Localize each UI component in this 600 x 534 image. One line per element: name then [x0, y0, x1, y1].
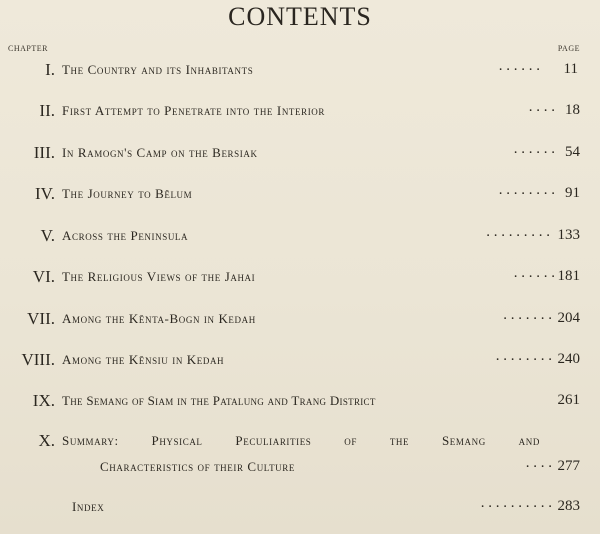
- toc-entry[interactable]: [0, 267, 600, 297]
- leader-dots: . . . . . . . . . .: [480, 495, 552, 511]
- chapter-number: X.: [38, 431, 55, 450]
- leader-dots: . . . . . .: [498, 58, 540, 74]
- toc-entry[interactable]: [0, 60, 600, 90]
- title-word: Physical: [151, 433, 203, 448]
- page-number: 18: [565, 102, 580, 118]
- leader-dots: . . . .: [525, 455, 552, 471]
- page-number: 54: [565, 144, 580, 160]
- toc-entry[interactable]: [0, 309, 600, 339]
- page-number: 11: [563, 61, 578, 77]
- title-word: Semang: [441, 433, 486, 448]
- page-number: 261: [557, 392, 580, 408]
- chapter-title: The Country and its Inhabitants: [62, 62, 254, 77]
- toc-entry[interactable]: [0, 391, 600, 421]
- chapter-title: First Attempt to Penetrate into the Interior: [62, 103, 326, 118]
- leader-dots: . . . . . .: [513, 265, 555, 281]
- chapter-title: The Religious Views of the Jahai: [62, 269, 256, 284]
- chapter-title: The Journey to Bĕlum: [62, 186, 193, 201]
- index-title: Index: [72, 499, 105, 514]
- title-word: and: [518, 433, 540, 448]
- chapter-number: III.: [33, 143, 55, 162]
- leader-dots: . . . . . . . .: [495, 348, 552, 364]
- page-number: 240: [557, 351, 580, 367]
- leader-dots: . . . . . . .: [503, 307, 552, 323]
- toc-entry[interactable]: [0, 143, 600, 173]
- leader-dots: . . . . . . . .: [498, 182, 555, 198]
- page-title: CONTENTS: [228, 2, 372, 31]
- page-number: 283: [557, 498, 580, 514]
- title-word: Peculiarities: [235, 433, 312, 448]
- chapter-number: VI.: [32, 267, 55, 286]
- chapter-title: Among the Kĕnsiu in Kedah: [62, 352, 225, 367]
- page-number: 133: [557, 227, 580, 243]
- chapter-title: The Semang of Siam in the Patalung and Trang District: [62, 393, 376, 408]
- chapter-title-line1: [62, 433, 540, 449]
- toc-entry-index[interactable]: [0, 497, 600, 527]
- leader-dots: . . . .: [528, 99, 555, 115]
- toc-entry[interactable]: [0, 350, 600, 380]
- toc-entry[interactable]: [0, 226, 600, 256]
- page-number: 181: [557, 268, 580, 284]
- leader-dots: . . . . . . . . .: [486, 224, 550, 240]
- page-number: 277: [557, 458, 580, 474]
- chapter-number: VII.: [27, 309, 55, 328]
- leader-dots: . . . . . .: [513, 141, 555, 157]
- chapter-number: V.: [40, 226, 55, 245]
- title-word: Summary:: [62, 433, 119, 448]
- chapter-number: IX.: [32, 391, 55, 410]
- chapter-title: Among the Kĕnta-Bogn in Kedah: [62, 311, 256, 326]
- chapter-number: IV.: [35, 184, 55, 203]
- toc-entry[interactable]: [0, 184, 600, 214]
- chapter-title: Across the Peninsula: [62, 228, 189, 243]
- chapter-number: VIII.: [21, 350, 55, 369]
- chapter-column-header: CHAPTER: [8, 44, 48, 53]
- title-word: of: [344, 433, 357, 448]
- title-word: the: [389, 433, 410, 448]
- page-number: 204: [557, 310, 580, 326]
- chapter-number: I.: [45, 60, 55, 79]
- toc-entry-continuation[interactable]: [0, 457, 600, 487]
- page-column-header: PAGE: [557, 44, 580, 53]
- page-number: 91: [565, 185, 580, 201]
- chapter-title-line2: Characteristics of their Culture: [100, 459, 295, 474]
- chapter-title: In Ramogn's Camp on the Bersiak: [62, 145, 258, 160]
- chapter-number: II.: [39, 101, 55, 120]
- toc-entry[interactable]: [0, 101, 600, 131]
